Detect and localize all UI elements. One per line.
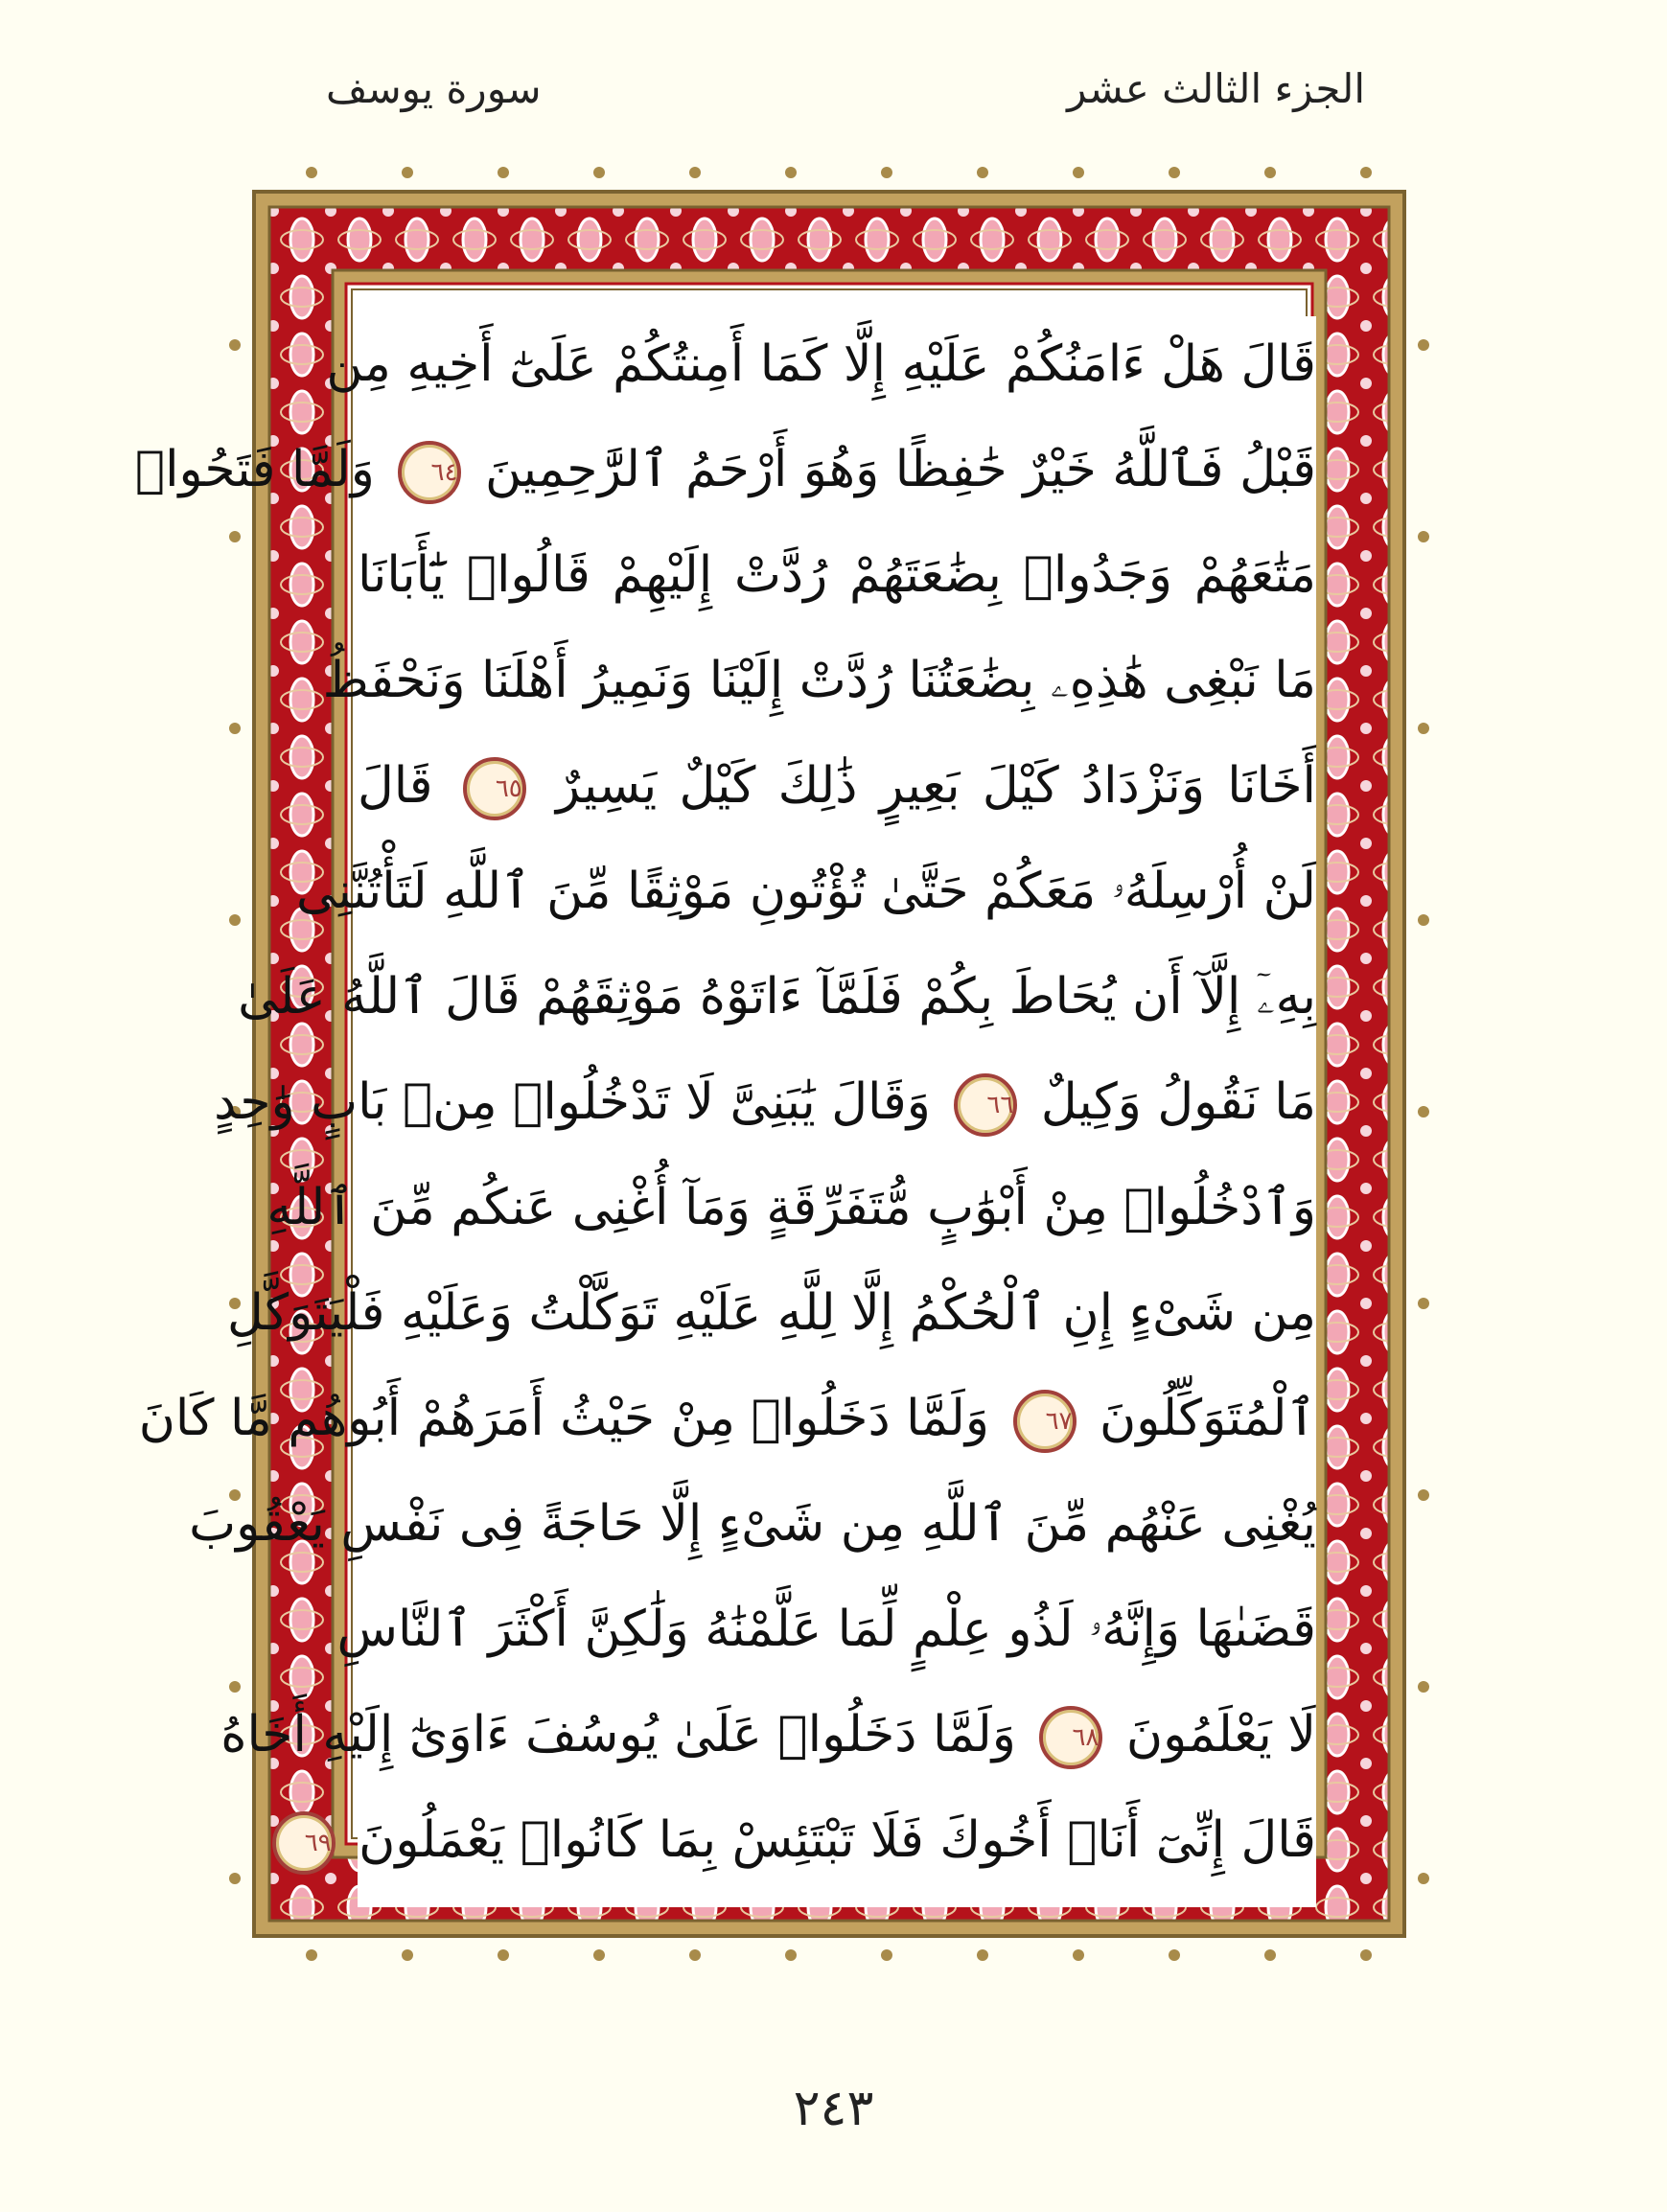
line-text-after: وَلَمَّا دَخَلُوا۟ عَلَىٰ يُوسُفَ ءَاوَىٰٓ إِلَيْهِ أَخَاهُ [220,1706,1016,1763]
text-line-1 [326,316,1316,412]
text-line-13 [336,1581,1316,1677]
text-line-10 [226,1265,1316,1361]
line-text-after: قَالَ [358,757,433,815]
line-text-after: وَقَالَ يَٰبَنِىَّ لَا تَدْخُلُوا۟ مِنۢ بَابٍ وَٰحِدٍ [214,1073,931,1131]
ayah-marker: ٦٦ [954,1073,1017,1137]
text-line-5 [358,738,1316,834]
line-text-after: وَلَمَّا فَتَحُوا۟ [134,441,375,498]
text-line-12 [189,1476,1316,1572]
juz-header: الجزء الثالث عشر [1067,65,1365,112]
surah-header: سورة يوسف [326,65,542,112]
ayah-marker: ٦٨ [1039,1706,1102,1769]
line-text: قَالَ إِنِّىٓ أَنَا۠ أَخُوكَ فَلَا تَبْتَئِسْ بِمَا كَانُوا۟ يَعْمَلُونَ [359,1811,1316,1869]
text-line-7 [238,949,1316,1045]
line-text: أَخَانَا وَنَزْدَادُ كَيْلَ بَعِيرٍ ذَٰلِكَ كَيْلٌ يَسِيرٌ [556,757,1317,815]
text-line-3 [358,527,1316,623]
line-text-after: وَلَمَّا دَخَلُوا۟ مِنْ حَيْثُ أَمَرَهُمْ أَبُوهُم مَّا كَانَ [138,1390,989,1447]
line-text: مَا نَبْغِى هَٰذِهِۦ بِضَٰعَتُنَا رُدَّتْ إِلَيْنَا وَنَمِيرُ أَهْلَنَا وَنَحْفَظُ [322,652,1316,709]
line-text: يُغْنِى عَنْهُم مِّنَ ٱللَّهِ مِن شَىْءٍ إِلَّا حَاجَةً فِى نَفْسِ يَعْقُوبَ [189,1495,1316,1553]
text-line-14 [220,1687,1316,1783]
text-line-11 [138,1371,1316,1466]
line-text: مَا نَقُولُ وَكِيلٌ [1040,1073,1316,1131]
text-line-9 [266,1160,1316,1256]
text-line-15 [304,1792,1316,1888]
line-text: ٱلْمُتَوَكِّلُونَ [1100,1390,1316,1447]
line-text: قَضَىٰهَا وَإِنَّهُۥ لَذُو عِلْمٍ لِّمَا عَلَّمْنَٰهُ وَلَٰكِنَّ أَكْثَرَ ٱلنَّاسِ [336,1601,1316,1658]
line-text: لَا يَعْلَمُونَ [1125,1706,1316,1763]
text-line-8 [214,1054,1316,1150]
quran-text-block [134,316,1317,1907]
line-text: قَبْلُ فَٱللَّهُ خَيْرٌ حَٰفِظًا وَهُوَ أَرْحَمُ ٱلرَّٰحِمِينَ [484,441,1316,498]
ayah-marker: ٦٥ [463,757,526,820]
line-text: لَنْ أُرْسِلَهُۥ مَعَكُمْ حَتَّىٰ تُؤْتُونِ مَوْثِقًا مِّنَ ٱللَّهِ لَتَأْتُنَّنِى [296,863,1316,920]
line-text: مَتَٰعَهُمْ وَجَدُوا۟ بِضَٰعَتَهُمْ رُدَّتْ إِلَيْهِمْ قَالُوا۟ يَٰٓأَبَانَا [358,546,1316,604]
ayah-marker: ٦٤ [398,441,461,504]
line-text: بِهِۦٓ إِلَّآ أَن يُحَاطَ بِكُمْ فَلَمَّآ ءَاتَوْهُ مَوْثِقَهُمْ قَالَ ٱللَّهُ عَلَىٰ [238,968,1316,1025]
text-line-6 [296,843,1316,939]
page-number: ٢٤٣ [793,2080,874,2137]
text-line-2 [134,422,1316,518]
line-text: وَٱدْخُلُوا۟ مِنْ أَبْوَٰبٍ مُّتَفَرِّقَةٍ وَمَآ أُغْنِى عَنكُم مِّنَ ٱللَّهِ [266,1179,1316,1236]
text-line-4 [322,633,1316,728]
line-text: قَالَ هَلْ ءَامَنُكُمْ عَلَيْهِ إِلَّا كَمَا أَمِنتُكُمْ عَلَىٰٓ أَخِيهِ مِن [326,335,1316,393]
ayah-marker: ٦٩ [272,1811,336,1875]
line-text: مِن شَىْءٍ إِنِ ٱلْحُكْمُ إِلَّا لِلَّهِ عَلَيْهِ تَوَكَّلْتُ وَعَلَيْهِ فَلْيَتَوَكَّلِ [226,1284,1316,1342]
ayah-marker: ٦٧ [1013,1390,1077,1453]
